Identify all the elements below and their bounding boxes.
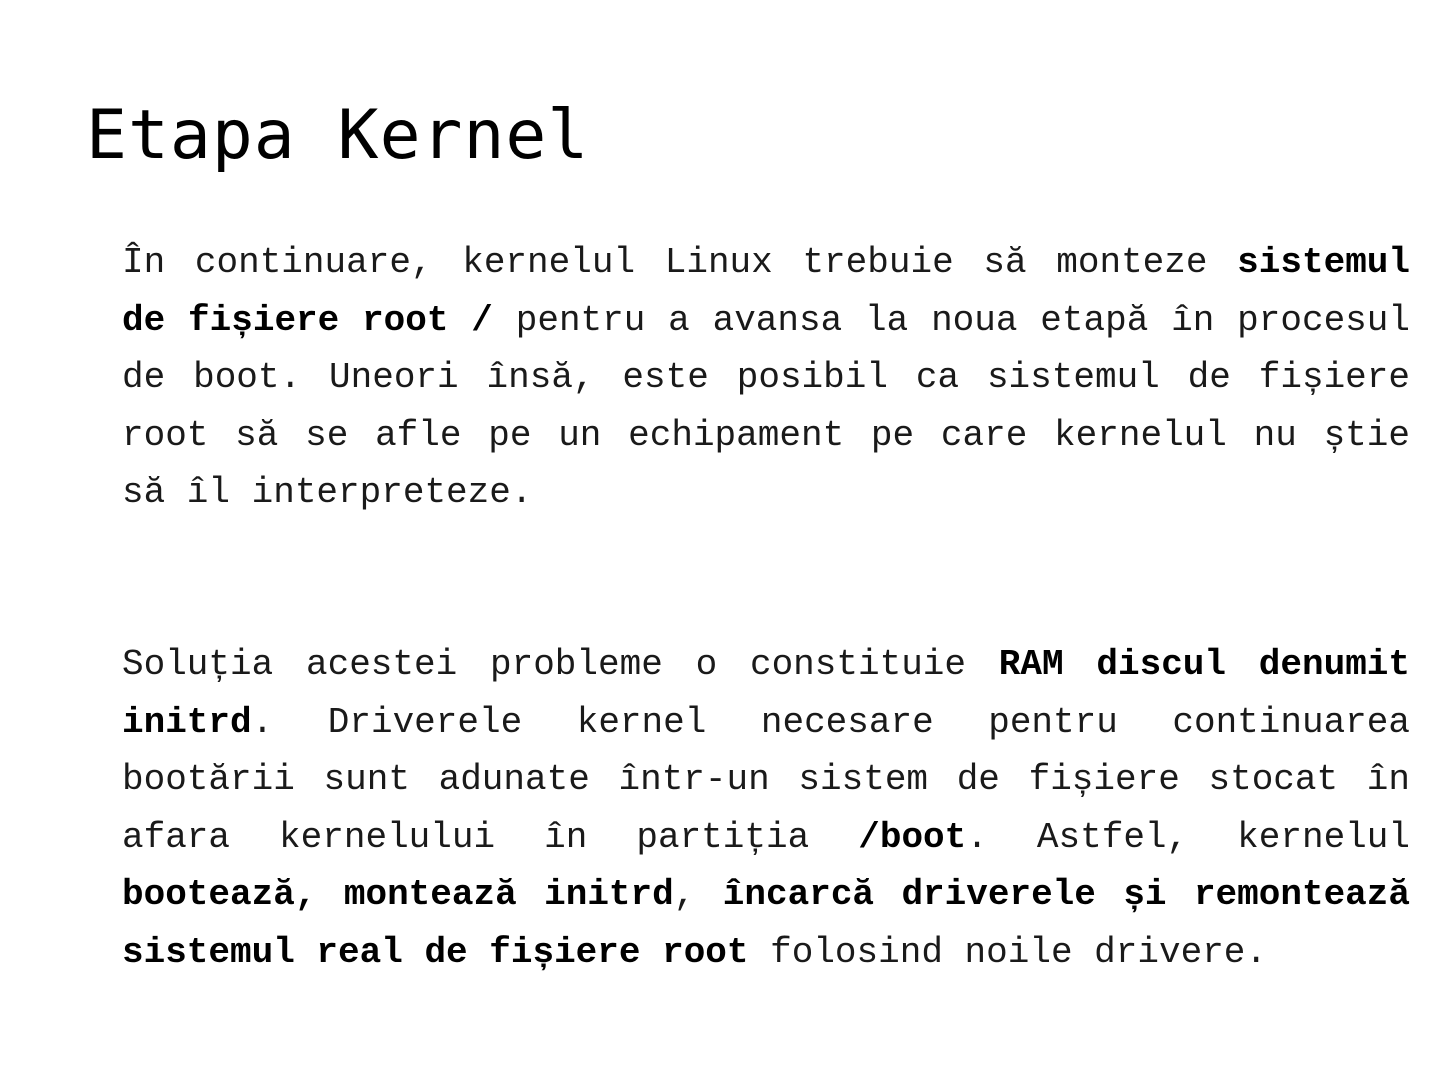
text-run: , — [673, 874, 723, 915]
paragraph-initrd-solution — [122, 636, 1410, 981]
bold-text-run: sistemul de fișiere root / — [122, 242, 1410, 341]
paragraph-initrd-problem — [122, 234, 1410, 522]
text-run: . Astfel, kernelul — [966, 816, 1410, 858]
bold-text-run: RAM discul denumit initrd — [122, 644, 1410, 743]
slide-title: Etapa Kernel — [86, 96, 590, 175]
bold-text-run: încarcă driverele și remontează sistemul real de fișiere root — [122, 874, 1410, 973]
text-run: . Driverele kernel necesare pentru continuarea bootării sunt adunate într-un sistem de fișiere stocat în afara kernelului în partiția — [122, 701, 1410, 858]
text-run: Soluția acestei probleme o constituie — [122, 644, 999, 685]
bold-text-run: bootează, montează initrd — [122, 874, 674, 915]
text-run: pentru a avansa la noua etapă în procesul de boot. Uneori însă, este posibil ca sistemul de fișiere root să se afle pe un echipament pe care kernelul nu știe să îl interpreteze. — [122, 299, 1410, 513]
text-run: folosind noile drivere. — [748, 931, 1267, 973]
bold-text-run: /boot — [858, 816, 967, 858]
text-run: În continuare, kernelul Linux trebuie să monteze — [122, 242, 1238, 283]
